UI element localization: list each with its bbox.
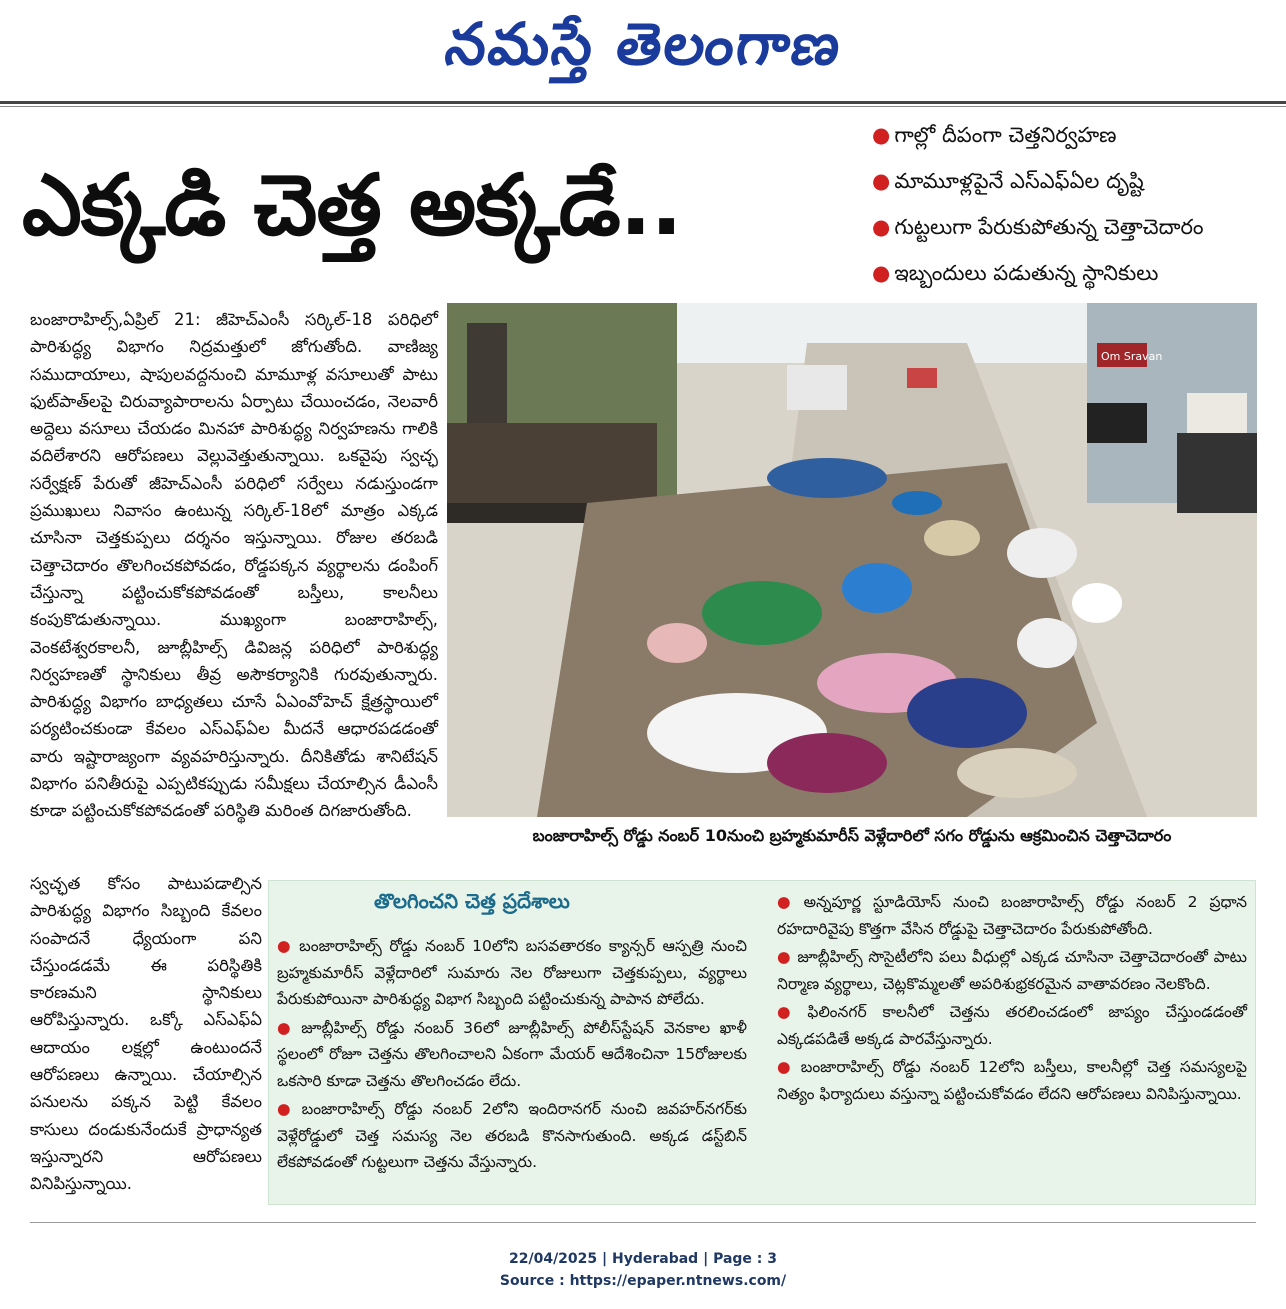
footer-source-link[interactable]: Source : https://epaper.ntnews.com/ [499,1273,787,1289]
garbage-photo-illustration [447,303,1257,817]
masthead-rule [0,101,1286,104]
location-item: ● బంజారాహిల్స్ రోడ్డు నంబర్ 2లోని ఇందిరానగర్ నుంచి జవహర్‌నగర్‌కు వెళ్లేరోడ్డులో చెత్త సమస్య నెల తరబడి కొనసాగుతుంది. అక్కడ డస్ట్‌బిన్ లేకపోవడంతో గుట్టలుగా చెత్తను వేస్తున్నారు. [277,1100,747,1171]
subheadline-bullet: ● ఇబ్బందులు పడుతున్న స్థానికులు [872,261,1159,285]
bullet-icon: ● [872,261,891,285]
garbage-photo [447,303,1257,817]
box-title: తొలగించని చెత్త ప్రదేశాలు [374,889,570,913]
bullet-icon: ● [277,937,294,955]
location-item: ● జూబ్లీహిల్స్ రోడ్డు నంబర్ 36లో జూబ్లీహిల్స్ పోలీస్‌స్టేషన్ వెనకాల ఖాళీ స్థలంలో రోజూ చెత్తను తొలగించాలని ఏకంగా మేయర్ ఆదేశించినా 15రోజులకు ఒకసారి కూడా చెత్తను తొలగించడం లేదు. [277,1018,747,1090]
bullet-icon: ● [277,1100,296,1118]
masthead-rule-thin [0,106,1286,107]
bullet-icon: ● [777,1003,802,1021]
uncleared-garbage-locations-box [268,880,1256,1205]
headline: ఎక్కడి చెత్త అక్కడే.. [22,156,682,254]
bullet-icon: ● [777,893,798,911]
box-column-left [277,933,747,1178]
bullet-icon: ● [777,948,792,966]
newspaper-logo: నమస్తే తెలంగాణ [441,10,847,78]
bullet-icon: ● [872,123,891,147]
bullet-icon: ● [872,169,891,193]
subheadline-bullet: ● గాల్లో దీపంగా చెత్తనిర్వహణ [872,123,1117,147]
masthead [0,0,1286,100]
subheadline-bullet: ● మామూళ్లపైనే ఎస్ఎఫ్ఏల దృష్టి [872,169,1144,193]
bullet-icon: ● [277,1018,296,1037]
subheadline-bullet: ● గుట్టలుగా పేరుకుపోతున్న చెత్తాచెదారం [872,215,1204,239]
article-body-column-1: బంజారాహిల్స్,ఏప్రిల్ 21: జీహెచ్ఎంసీ సర్కిల్-18 పరిధిలో పారిశుద్ధ్య విభాగం నిద్రమత్తులో జోగుతోంది. వాణిజ్య సముదాయాలు, షాపులవద్దనుంచి మామూళ్ల వసూలుతో పాటు ఫుట్‌పాత్‌లపై చిరువ్యాపారాలను ఏర్పాటు చేయించడం, నెలవారీ అద్దెలు వసూలు చేయడం మినహా పారిశుద్ధ్య నిర్వహణను గాలికి వదిలేశారని ఆరోపణలు వెల్లువెత్తుతున్నాయి. ఒకవైపు స్వచ్ఛ సర్వేక్షణ్ పేరుతో జీహెచ్ఎంసీ పరిధిలో సర్వేలు నడుస్తుండగా ప్రముఖులు నివాసం ఉంటున్న సర్కిల్-18లో మాత్రం ఎక్కడ చూసినా చెత్తకుప్పలు దర్శనం ఇస్తున్నాయి. రోజుల తరబడి చెత్తాచెదారం తొలగించకపోవడం, రోడ్డపక్కన వ్యర్థాలను డంపింగ్ చేస్తున్నా పట్టించుకోకపోవడంతో బస్తీలు, కాలనీలు కంపుకొడుతున్నాయి. ముఖ్యంగా బంజారాహిల్స్, వెంకటేశ్వరకాలనీ, జూబ్లీహిల్స్ డివిజన్ల పరిధిలో పారిశుద్ధ్య నిర్వహణతో స్థానికులు తీవ్ర అసౌకర్యానికి గురవుతున్నారు. పారిశుద్ధ్య విభాగం బాధ్యతలు చూసే ఏఎంవోహెచ్ క్షేత్రస్థాయిలో పర్యటించకుండా కేవలం ఎస్ఎఫ్ఏల మీదనే ఆధారపడడంతో వారు ఇష్టారాజ్యంగా వ్యవహరిస్తున్నారు. దీనికితోడు శానిటేషన్ విభాగం పనితీరుపై ఎప్పటికప్పుడు సమీక్షలు చేయాల్సిన డీఎంసీ కూడా పట్టించుకోకపోవడంతో పరిస్థితి మరింత దిగజారుతోంది. [30,310,438,821]
location-item: ● ఫిలింనగర్ కాలనీలో చెత్తను తరలించడంలో జాప్యం చేస్తుండడంతో ఎక్కడపడితే అక్కడ పారవేస్తున్నారు. [777,1003,1248,1048]
location-item: ● బంజారాహిల్స్ రోడ్డు నంబర్ 12లోని బస్తీలు, కాలనీల్లో చెత్త సమస్యలపై నిత్యం ఫిర్యాదులు వస్తున్నా పట్టించుకోవడం లేదని ఆరోపణలు వినిపిస్తున్నాయి. [777,1058,1247,1103]
location-item: ● అన్నపూర్ణ స్టూడియోస్ నుంచి బంజారాహిల్స్ రోడ్డు నంబర్ 2 ప్రధాన రహదారివైపు కొత్తగా వేసిన రోడ్డుపై చెత్తాచెదారం పేరుకుపోతోంది. [777,893,1247,938]
footer-divider [30,1222,1256,1223]
subheadline-bullets [872,112,1272,296]
photo-caption: బంజారాహిల్స్ రోడ్డు నంబర్ 10నుంచి బ్రహ్మకుమారీస్ వెళ్లేదారిలో సగం రోడ్డును ఆక్రమించిన చెత్తాచెదారం [532,826,1172,845]
shop-sign: Om Sravan [1101,350,1163,363]
bullet-icon: ● [777,1058,795,1076]
location-item: ● జూబ్లీహిల్స్ సొసైటీలోని పలు వీధుల్లో ఎక్కడ చూసినా చెత్తాచెదారంతో పాటు నిర్మాణ వ్యర్థాలు, చెట్లకొమ్మలతో అపరిశుభ్రకరమైన వాతావరణం నెలకొంది. [777,948,1247,993]
footer-date-line: 22/04/2025 | Hyderabad | Page : 3 [508,1251,778,1267]
page-footer [0,1248,1286,1292]
bullet-icon: ● [872,215,891,239]
article-body-column-2: స్వచ్ఛత కోసం పాటుపడాల్సిన పారిశుద్ధ్య విభాగం సిబ్బంది కేవలం సంపాదనే ధ్యేయంగా పని చేస్తుండడమే ఈ పరిస్థితికి కారణమని స్థానికులు ఆరోపిస్తున్నారు. ఒక్కో ఎస్ఎఫ్ఏ ఆదాయం లక్షల్లో ఉంటుందనే ఆరోపణలు ఉన్నాయి. చేయాల్సిన పనులను పక్కన పెట్టి కేవలం కాసులు దండుకునేందుకే ప్రాధాన్యత ఇస్తున్నారని ఆరోపణలు వినిపిస్తున్నాయి. [30,874,262,1194]
box-column-right [777,889,1247,1109]
location-item: ● బంజారాహిల్స్ రోడ్డు నంబర్ 10లోని బసవతారకం క్యాన్సర్ ఆస్పత్రి నుంచి బ్రహ్మకుమారీస్ వెళ్లేదారిలో సుమారు నెల రోజులుగా చెత్తకుప్పలు, వ్యర్థాలు పేరుకుపోయినా పారిశుద్ధ్య విభాగ సిబ్బంది పట్టించుకున్న పాపాన పోలేదు. [277,937,747,1008]
